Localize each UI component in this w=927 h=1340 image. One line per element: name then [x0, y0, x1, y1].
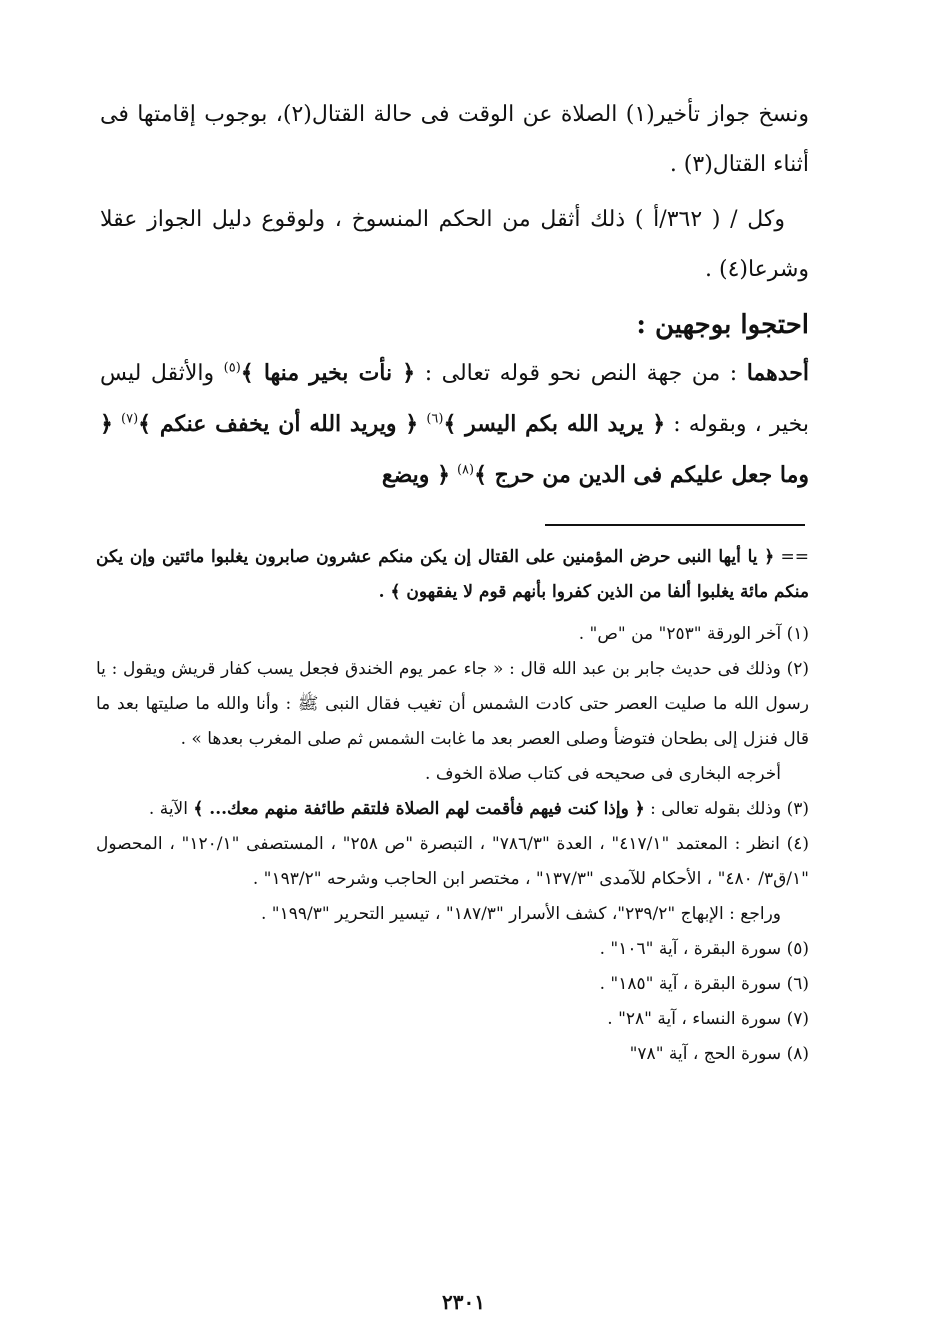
footnote-6: (٦) سورة البقرة ، آية "١٨٥" . [599, 974, 809, 994]
footnote-ref: (٦) [426, 411, 444, 427]
quran-quote: ﴿ ويضع [381, 462, 450, 488]
quran-quote: ﴿ ويريد الله أن يخفف عنكم ﴾ [138, 411, 419, 437]
text-run: : من جهة النص نحو قوله تعالى : [415, 361, 747, 386]
text-run: والأثقل ليس بخير ، وبقوله : [100, 361, 809, 437]
quran-quote: ﴿ وما جعل عليكم فى الدين من حرج ﴾ [100, 411, 809, 488]
quran-quote: ﴿ يريد الله بكم اليسر ﴾ [443, 411, 666, 437]
text-run: الآية . [148, 799, 194, 819]
body-paragraph-2 [100, 195, 809, 295]
body-paragraph-1 [100, 90, 809, 190]
paragraph-text: وكل / ( ٣٦٢/أ ) ذلك أثقل من الحكم المنسوخ ، ولوقوع دليل الجواز عقلا وشرعا(٤) . [100, 207, 809, 282]
footnote-2: (٢) وذلك فى حديث جابر بن عبد الله قال : « جاء عمر يوم الخندق فجعل يسب كفار قريش ويقول : يا رسول الله ما صليت العصر حتى كادت الشمس أن تغيب فقال النبى ﷺ : وأنا والله ما صليتها بعد ما قال فنزل إلى بطحان فتوضأ وصلى العصر بعد ما غابت الشمس ثم صلى المغرب بعدها » . [96, 659, 809, 749]
footnote-8: (٨) سورة الحج ، آية "٧٨" [629, 1044, 809, 1064]
footnote-text [96, 540, 809, 610]
text-run [113, 412, 121, 437]
footnote-divider [545, 524, 805, 526]
text-run [450, 463, 457, 488]
quran-quote: ﴿ يا أيها النبى حرض المؤمنين على القتال إن يكن منكم عشرون صابرون يغلبوا مائتين وإن يكن منكم مائة يغلبوا ألفا من الذين كفروا بأنهم قوم لا يفقهون ﴾ . [96, 547, 809, 602]
continuation-marker: == [774, 547, 809, 567]
paragraph-text [100, 348, 809, 501]
footnote-7: (٧) سورة النساء ، آية "٢٨" . [607, 1009, 809, 1029]
body-paragraph-3 [100, 348, 809, 501]
paragraph-label: أحدهما [746, 360, 809, 386]
footnote-5: (٥) سورة البقرة ، آية "١٠٦" . [599, 939, 809, 959]
quran-quote: ﴿ وإذا كنت فيهم فأقمت لهم الصلاة فلتقم طائفة منهم معك... ﴾ [193, 799, 645, 819]
text-run: (٣) وذلك بقوله تعالى : [644, 799, 809, 819]
section-heading: احتجوا بوجهين : [636, 310, 809, 340]
quran-quote: ﴿ نأت بخير منها ﴾ [240, 360, 416, 386]
footnote-2-source: أخرجه البخارى فى صحيحه فى كتاب صلاة الخوف . [425, 764, 781, 784]
footnote-ref: (٧) [121, 411, 139, 427]
footnote-4: (٤) انظر : المعتمد "٤١٧/١" ، العدة "٧٨٦/٣" ، التبصرة "ص ٢٥٨" ، المستصفى "١٢٠/١" ، المحصول "١/ق٣/ ٤٨٠" ، الأحكام للآمدى "١٣٧/٣" ، مختصر ابن الحاجب وشرحه "١٩٣/٢" . [96, 834, 810, 889]
footnote-continuation [96, 540, 809, 610]
page-number: ٢٣٠١ [442, 1290, 485, 1314]
footnote-list [96, 617, 809, 1072]
footnote-3 [96, 792, 809, 827]
paragraph-text: ونسخ جواز تأخير(١) الصلاة عن الوقت فى حالة القتال(٢)، بوجوب إقامتها فى أثناء القتال(٣) . [100, 102, 809, 177]
footnote-4-see-also: وراجع : الإبهاج "٢٣٩/٢"، كشف الأسرار "١٨٧/٣" ، تيسير التحرير "١٩٩/٣" . [261, 904, 781, 924]
footnote-ref: (٥) [223, 360, 241, 376]
footnote-ref: (٨) [456, 462, 475, 478]
footnote-1: (١) آخر الورقة "٢٥٣" من "ص" . [578, 624, 809, 644]
